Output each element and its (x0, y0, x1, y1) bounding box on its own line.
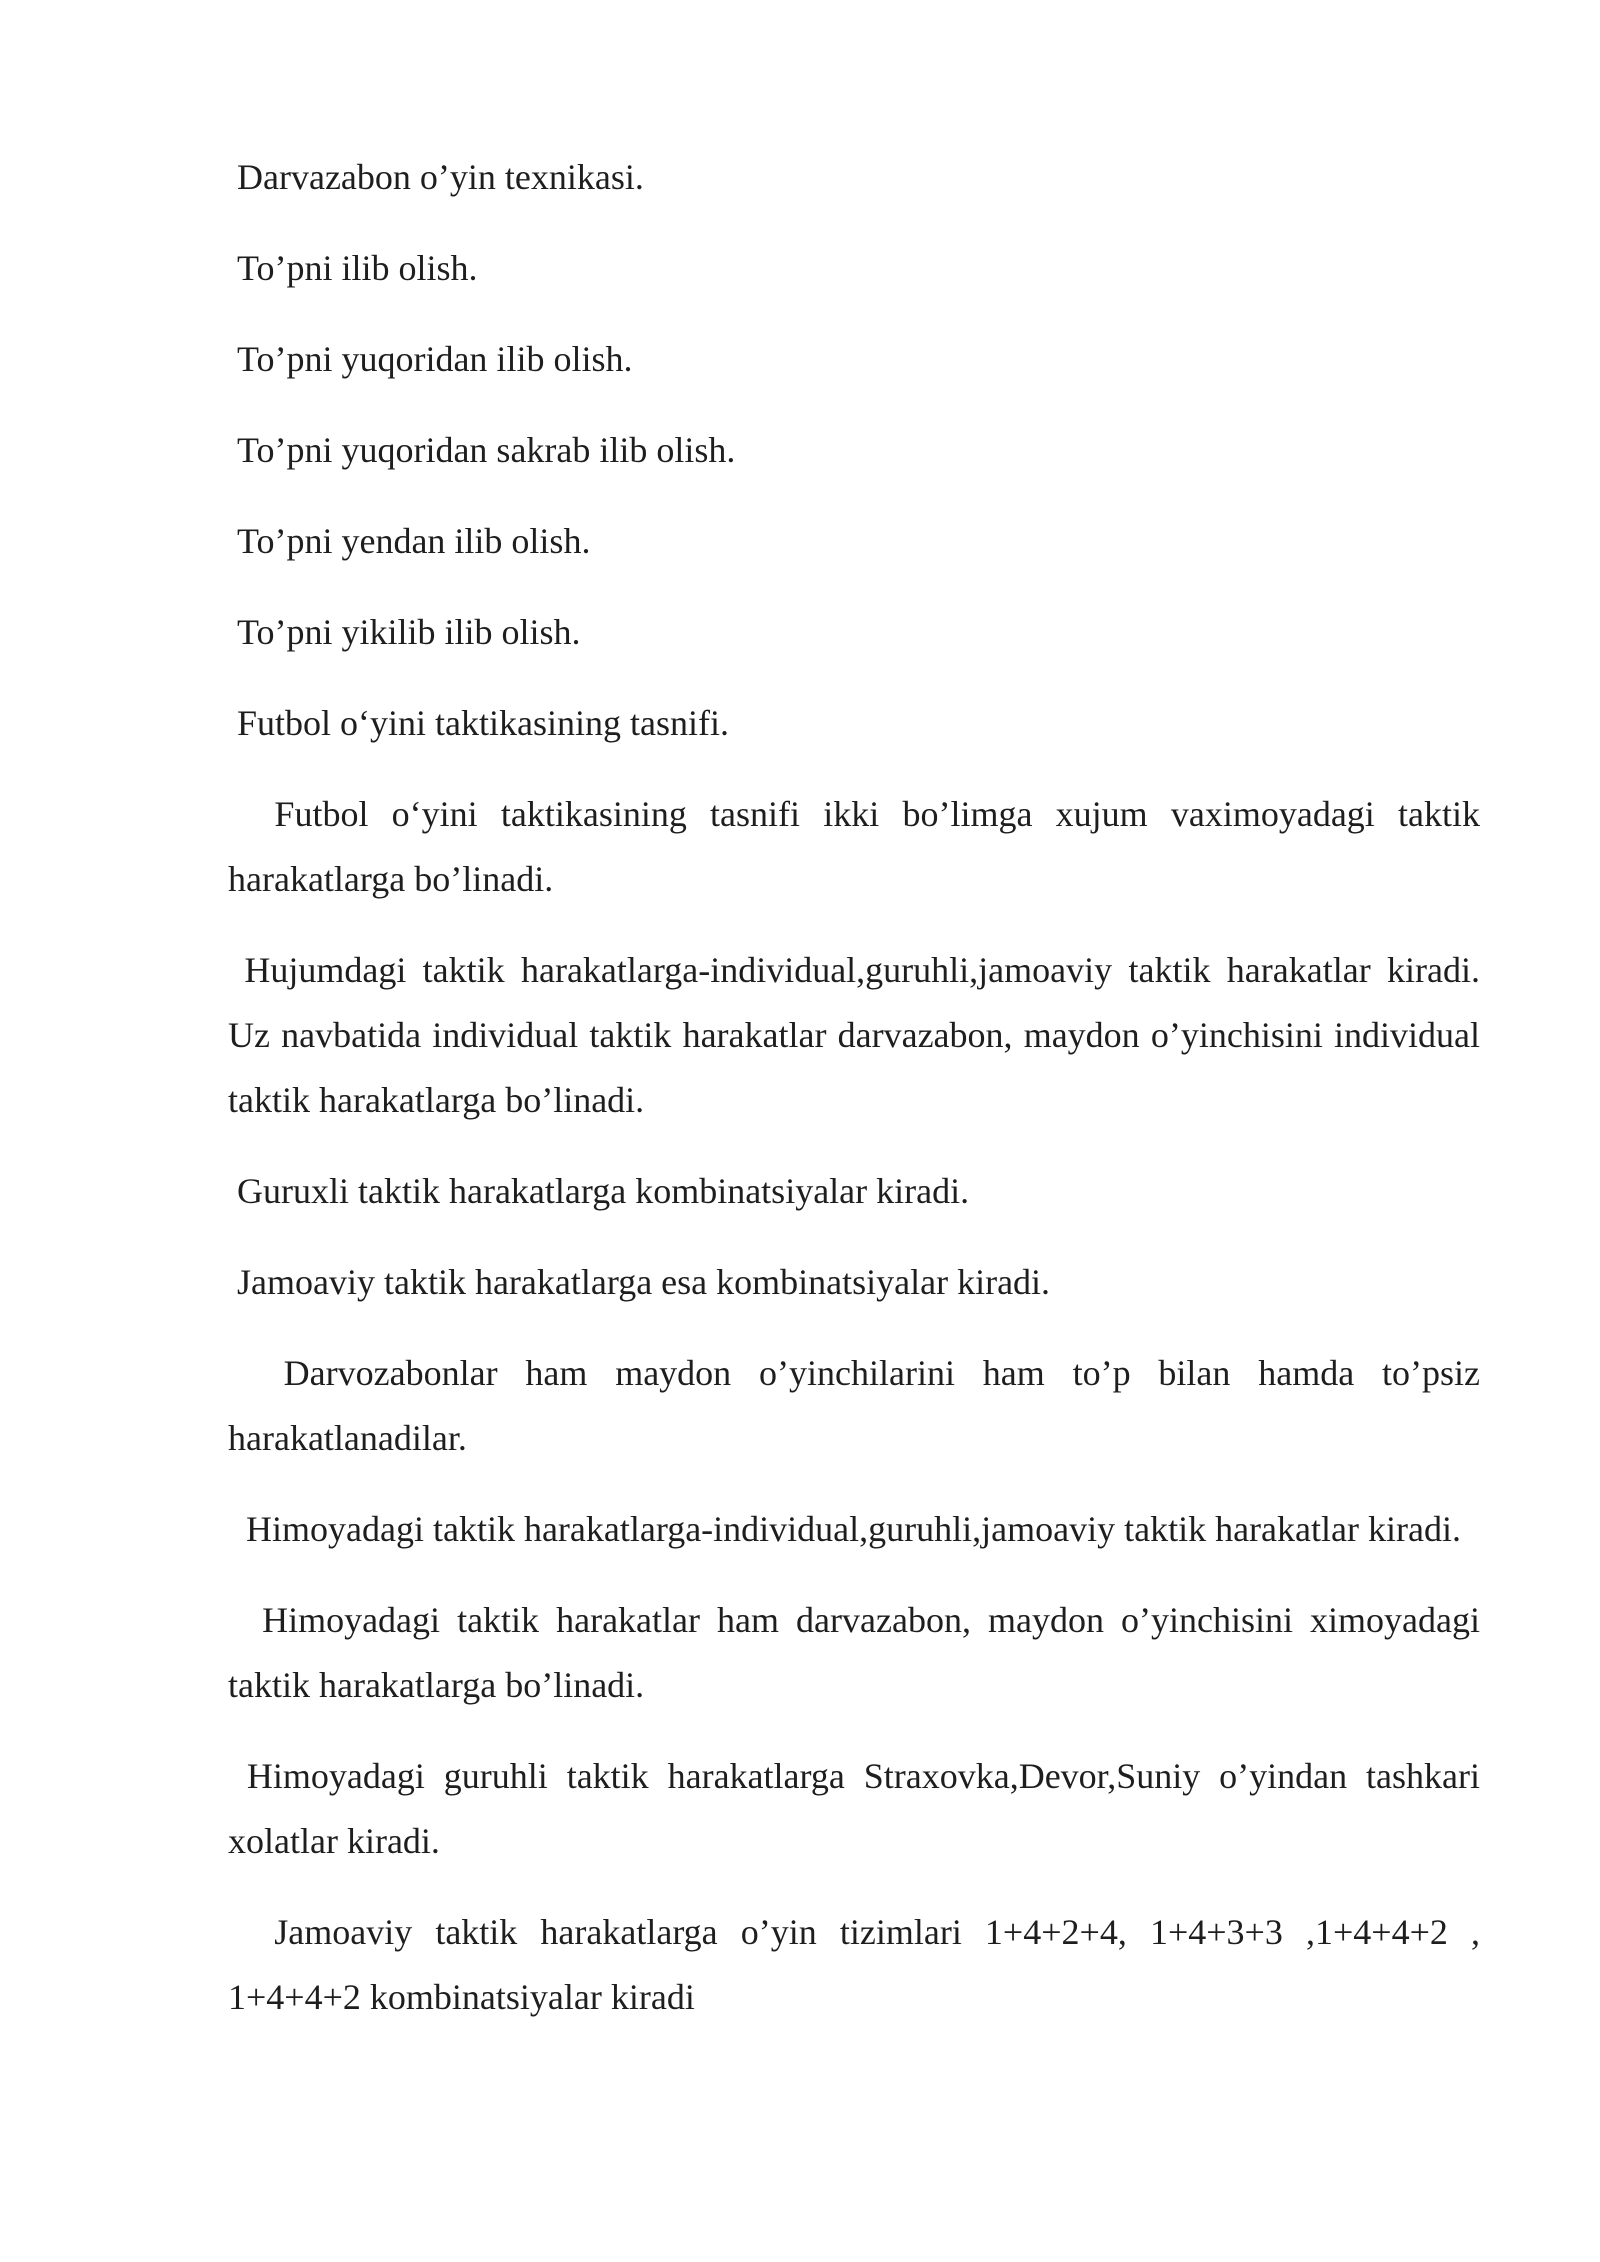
paragraph-catching-ball: To’pni ilib olish. (228, 248, 478, 288)
paragraph-goalkeeper-movement: Darvozabonlar ham maydon o’yinchilarini ham to’p bilan hamda to’psiz harakatlanadilar. (228, 1353, 1490, 1458)
paragraph-falling-catching: To’pni yikilib ilib olish. (228, 612, 581, 652)
paragraph-catching-from-above: To’pni yuqoridan ilib olish. (228, 339, 633, 379)
paragraph-attack-tactics: Hujumdagi taktik harakatlarga-individual,guruhli,jamoaviy taktik harakatlar kiradi. Uz navbatida individual taktik harakatlar darvazabon, maydon o’yinchisini individual taktik harakatlarga bo’linadi. (228, 950, 1490, 1120)
document-body (228, 145, 1490, 2056)
paragraph-group-tactics: Guruxli taktik harakatlarga kombinatsiyalar kiradi. (228, 1171, 970, 1211)
paragraph-tactics-classification: Futbol o‘yini taktikasining tasnifi ikki bo’limga xujum vaximoyadagi taktik harakatlarga bo’linadi. (228, 794, 1489, 899)
paragraph-tactics-classification-heading: Futbol o‘yini taktikasining tasnifi. (228, 703, 729, 743)
paragraph-jump-catching: To’pni yuqoridan sakrab ilib olish. (228, 430, 736, 470)
paragraph-goalkeeper-technique: Darvazabon o’yin texnikasi. (228, 157, 644, 197)
paragraph-team-systems: Jamoaviy taktik harakatlarga o’yin tizimlari 1+4+2+4, 1+4+3+3 ,1+4+4+2 , 1+4+4+2 kombinatsiyalar kiradi (228, 1912, 1489, 2017)
paragraph-group-defense: Himoyadagi guruhli taktik harakatlarga Straxovka,Devor,Suniy o’yindan tashkari xolatlar kiradi. (228, 1756, 1490, 1861)
paragraph-side-catching: To’pni yendan ilib olish. (228, 521, 591, 561)
paragraph-defense-roles: Himoyadagi taktik harakatlar ham darvazabon, maydon o’yinchisini ximoyadagi taktik harakatlarga bo’linadi. (228, 1600, 1489, 1705)
paragraph-defense-tactics: Himoyadagi taktik harakatlarga-individual,guruhli,jamoaviy taktik harakatlar kiradi. (228, 1509, 1461, 1549)
paragraph-team-tactics: Jamoaviy taktik harakatlarga esa kombinatsiyalar kiradi. (228, 1262, 1051, 1302)
